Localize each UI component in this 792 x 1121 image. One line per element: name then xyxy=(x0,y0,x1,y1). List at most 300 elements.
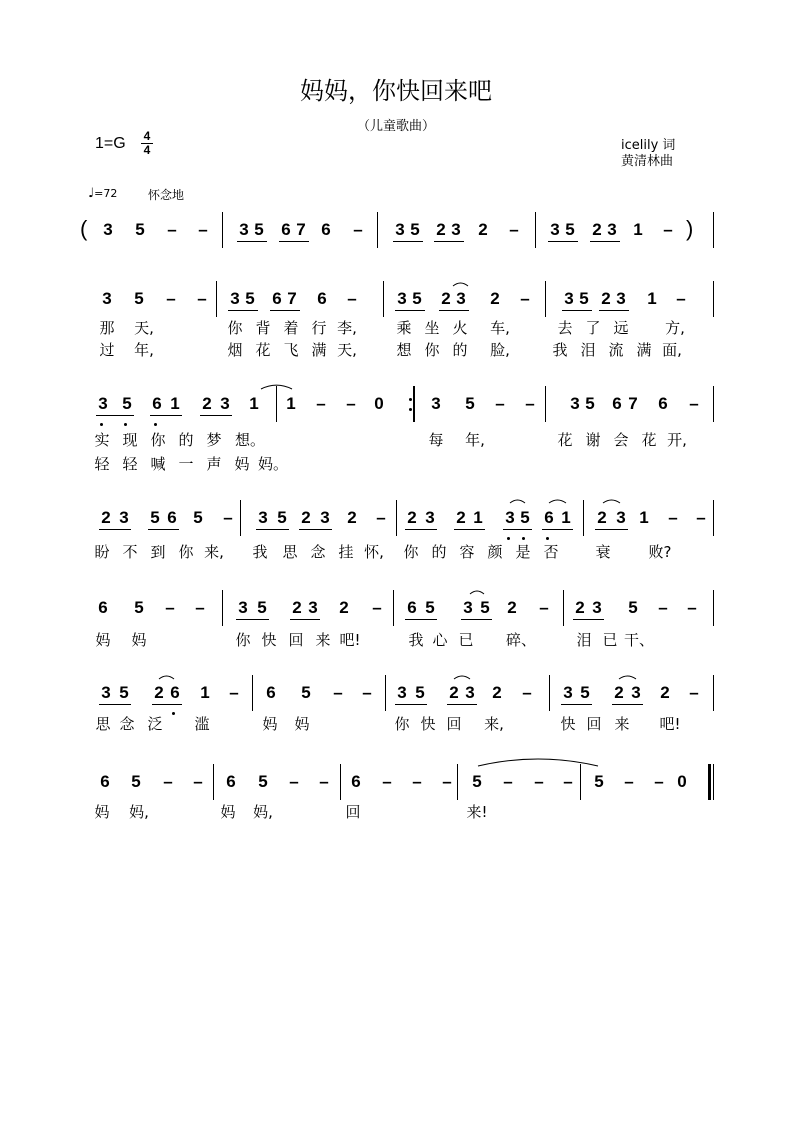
note: 3 xyxy=(550,220,560,239)
note: 2 xyxy=(490,289,500,308)
lyric-syllable: 坐 xyxy=(424,319,440,337)
lyric-syllable: 妈 xyxy=(262,715,278,733)
note: 7 xyxy=(628,394,638,413)
expression-marking: 怀念地 xyxy=(148,188,185,202)
dash-extender: – xyxy=(534,772,544,791)
lyric-syllable: 梦 xyxy=(206,431,222,449)
slur-arc xyxy=(510,500,525,503)
note: 5 xyxy=(465,394,475,413)
note: 3 xyxy=(616,508,626,527)
slur-arc xyxy=(549,500,566,503)
lyric-syllable: 到 xyxy=(150,543,166,561)
note: 6 xyxy=(100,772,110,791)
dash-extender: – xyxy=(362,683,372,702)
note: 5 xyxy=(257,598,267,617)
note: 3 xyxy=(570,394,580,413)
dash-extender: – xyxy=(166,289,176,308)
dash-extender: – xyxy=(316,394,326,413)
lyric-syllable: 每 xyxy=(428,431,444,449)
lower-octave-dot xyxy=(124,423,127,426)
time-signature-bottom: 4 xyxy=(143,143,151,157)
lyric-syllable: 花 xyxy=(641,431,657,449)
bracket-paren: ( xyxy=(80,216,88,241)
note: 6 xyxy=(351,772,361,791)
barline xyxy=(383,281,384,317)
lyric-syllable: 我 xyxy=(552,341,568,359)
note: 2 xyxy=(292,598,302,617)
tempo-marking xyxy=(88,186,117,201)
lyric-syllable: 脸, xyxy=(490,341,510,359)
note: 3 xyxy=(103,220,113,239)
dash-extender: – xyxy=(197,289,207,308)
lyric-syllable: 挂 xyxy=(338,543,354,561)
note: 5 xyxy=(245,289,255,308)
lyric-syllable: 火 xyxy=(452,319,468,337)
note: 2 xyxy=(456,508,466,527)
lyric-syllable: 思 xyxy=(282,543,298,561)
lyric-syllable: 念 xyxy=(119,715,135,733)
note: 2 xyxy=(347,508,357,527)
barline xyxy=(549,675,550,711)
lyric-syllable: 花 xyxy=(557,431,573,449)
lyric-syllable: 花 xyxy=(255,341,271,359)
dash-extender: – xyxy=(382,772,392,791)
repeat-dot xyxy=(409,408,412,411)
barline xyxy=(713,590,714,626)
note: 2 xyxy=(154,683,164,702)
eighth-underline xyxy=(270,310,300,311)
dash-extender: – xyxy=(509,220,519,239)
note: 3 xyxy=(451,220,461,239)
note: 2 xyxy=(202,394,212,413)
lyric-syllable: 是 xyxy=(515,543,531,561)
lyric-syllable: 远 xyxy=(613,319,629,337)
lyric-syllable: 天, xyxy=(337,341,357,359)
note: 1 xyxy=(647,289,657,308)
note: 3 xyxy=(308,598,318,617)
eighth-underline xyxy=(99,704,131,705)
dash-extender: – xyxy=(658,598,668,617)
lyric-syllable: 面, xyxy=(662,341,682,359)
note: 6 xyxy=(407,598,417,617)
song-title: 妈妈，你快回来吧 xyxy=(300,77,492,105)
eighth-underline xyxy=(405,619,437,620)
lower-octave-dot xyxy=(507,537,510,540)
dash-extender: – xyxy=(539,598,549,617)
note: 2 xyxy=(441,289,451,308)
eighth-underline xyxy=(595,529,628,530)
dash-extender: – xyxy=(442,772,452,791)
lyric-syllable: 吧! xyxy=(659,715,681,733)
note: 3 xyxy=(395,220,405,239)
note: 5 xyxy=(415,683,425,702)
lyric-syllable: 你 xyxy=(235,631,251,649)
lyric-syllable: 想 xyxy=(396,341,412,359)
note: 3 xyxy=(616,289,626,308)
note: 6 xyxy=(167,508,177,527)
note: 1 xyxy=(286,394,296,413)
barline xyxy=(393,590,394,626)
note: 6 xyxy=(266,683,276,702)
dash-extender: – xyxy=(198,220,208,239)
dash-extender: – xyxy=(165,598,175,617)
slur-arc xyxy=(159,676,174,679)
final-barline xyxy=(708,764,711,800)
eighth-underline xyxy=(454,529,485,530)
dash-extender: – xyxy=(195,598,205,617)
note: 6 xyxy=(658,394,668,413)
lyric-syllable: 过 xyxy=(99,341,115,359)
note: 3 xyxy=(220,394,230,413)
lyric-syllable: 快 xyxy=(560,715,576,733)
lyric-syllable: 妈 xyxy=(131,631,147,649)
dash-extender: – xyxy=(376,508,386,527)
lower-octave-dot xyxy=(522,537,525,540)
key-signature: 1=G xyxy=(95,135,126,152)
eighth-underline xyxy=(599,310,629,311)
lyric-syllable: 的 xyxy=(178,431,194,449)
eighth-underline xyxy=(393,241,423,242)
repeat-barline xyxy=(413,386,415,422)
lyric-syllable: 方, xyxy=(665,319,685,337)
barline xyxy=(580,764,581,800)
barline xyxy=(583,500,584,536)
note: 5 xyxy=(520,508,530,527)
lyric-syllable: 轻 xyxy=(94,455,110,473)
lyric-syllable: 回 xyxy=(288,631,304,649)
note: 5 xyxy=(150,508,160,527)
lyric-syllable: 否 xyxy=(543,543,559,561)
note: 5 xyxy=(258,772,268,791)
lyric-syllable: 你 xyxy=(424,341,440,359)
note: 3 xyxy=(425,508,435,527)
note: 5 xyxy=(277,508,287,527)
lyric-syllable: 泛 xyxy=(147,715,163,733)
lower-octave-dot xyxy=(100,423,103,426)
lyric-syllable: 李, xyxy=(337,319,357,337)
lower-octave-dot xyxy=(546,537,549,540)
eighth-underline xyxy=(237,241,267,242)
note: 6 xyxy=(98,598,108,617)
eighth-underline xyxy=(548,241,578,242)
slur-arc xyxy=(453,283,468,286)
lyric-syllable: 念 xyxy=(310,543,326,561)
lyric-syllable: 烟 xyxy=(227,341,243,359)
note: 5 xyxy=(565,220,575,239)
slur-arc xyxy=(603,500,620,503)
lyric-syllable: 轻 xyxy=(122,455,138,473)
dash-extender: – xyxy=(346,394,356,413)
lyric-syllable: 颜 xyxy=(487,543,503,561)
dash-extender: – xyxy=(353,220,363,239)
note: 5 xyxy=(134,598,144,617)
note: 2 xyxy=(436,220,446,239)
barline xyxy=(240,500,241,536)
lyric-syllable: 来! xyxy=(466,803,488,821)
note: 3 xyxy=(431,394,441,413)
lyric-syllable: 实 xyxy=(94,431,110,449)
barline xyxy=(713,675,714,711)
lyric-syllable: 回 xyxy=(345,803,361,821)
eighth-underline xyxy=(562,310,592,311)
note: 2 xyxy=(301,508,311,527)
lyric-syllable: 妈, xyxy=(253,803,273,821)
lyric-syllable: 你 xyxy=(150,431,166,449)
lyric-syllable: 快 xyxy=(420,715,436,733)
lyric-syllable: 思 xyxy=(95,715,111,733)
barline xyxy=(713,212,714,248)
lyric-syllable: 已 xyxy=(602,631,618,649)
lyric-syllable: 你 xyxy=(403,543,419,561)
note: 6 xyxy=(317,289,327,308)
dash-extender: – xyxy=(319,772,329,791)
dash-extender: – xyxy=(687,598,697,617)
lyric-syllable: 妈 xyxy=(95,631,111,649)
time-signature xyxy=(140,130,154,157)
eighth-underline xyxy=(573,619,604,620)
barline xyxy=(385,675,386,711)
dash-extender: – xyxy=(563,772,573,791)
dash-extender: – xyxy=(163,772,173,791)
dash-extender: – xyxy=(223,508,233,527)
lower-octave-dot xyxy=(172,712,175,715)
note: 5 xyxy=(579,289,589,308)
lyric-syllable: 妈 xyxy=(220,803,236,821)
barline xyxy=(545,386,546,422)
lyric-syllable: 不 xyxy=(122,543,138,561)
note: 2 xyxy=(407,508,417,527)
note: 3 xyxy=(98,394,108,413)
lyric-syllable: 已 xyxy=(458,631,474,649)
barline xyxy=(396,500,397,536)
note: 1 xyxy=(639,508,649,527)
note: 2 xyxy=(478,220,488,239)
note: 3 xyxy=(592,598,602,617)
eighth-underline xyxy=(542,529,573,530)
barline xyxy=(713,764,714,800)
barline xyxy=(457,764,458,800)
eighth-underline xyxy=(150,415,182,416)
lyric-syllable: 来 xyxy=(614,715,630,733)
note: 3 xyxy=(101,683,111,702)
eighth-underline xyxy=(99,529,131,530)
note: 1 xyxy=(473,508,483,527)
repeat-dot xyxy=(409,398,412,401)
eighth-underline xyxy=(236,619,269,620)
note: 1 xyxy=(633,220,643,239)
lyric-syllable: 妈 xyxy=(294,715,310,733)
rest-note: 0 xyxy=(677,772,687,791)
note: 2 xyxy=(339,598,349,617)
note: 5 xyxy=(628,598,638,617)
note: 5 xyxy=(410,220,420,239)
barline xyxy=(222,590,223,626)
lyricist-credit: icelily 词 xyxy=(621,138,676,153)
note: 3 xyxy=(230,289,240,308)
note: 1 xyxy=(561,508,571,527)
lyric-syllable: 怀, xyxy=(364,543,384,561)
note: 3 xyxy=(397,683,407,702)
note: 5 xyxy=(585,394,595,413)
dash-extender: – xyxy=(696,508,706,527)
lyric-syllable: 心 xyxy=(432,631,448,649)
lyric-syllable: 泪 xyxy=(580,341,596,359)
lyric-syllable: 流 xyxy=(608,341,624,359)
note: 5 xyxy=(425,598,435,617)
lyric-syllable: 败? xyxy=(648,543,672,561)
note: 1 xyxy=(170,394,180,413)
lyric-syllable: 妈, xyxy=(129,803,149,821)
lyric-syllable: 回 xyxy=(586,715,602,733)
dash-extender: – xyxy=(624,772,634,791)
lyric-syllable: 想。 xyxy=(235,431,266,449)
dash-extender: – xyxy=(676,289,686,308)
note: 3 xyxy=(397,289,407,308)
rest-note: 0 xyxy=(374,394,384,413)
note: 3 xyxy=(465,683,475,702)
lyric-syllable: 年, xyxy=(465,431,485,449)
tempo-value: =72 xyxy=(94,187,118,200)
lyric-syllable: 你 xyxy=(227,319,243,337)
slur-arc xyxy=(454,676,470,679)
barline xyxy=(713,500,714,536)
eighth-underline xyxy=(148,529,179,530)
dash-extender: – xyxy=(167,220,177,239)
dash-extender: – xyxy=(654,772,664,791)
note: 3 xyxy=(238,598,248,617)
eighth-underline xyxy=(439,310,469,311)
lyric-syllable: 滥 xyxy=(194,715,210,733)
note: 2 xyxy=(592,220,602,239)
note: 2 xyxy=(492,683,502,702)
lyric-syllable: 年, xyxy=(134,341,154,359)
barline xyxy=(563,590,564,626)
slur-arc xyxy=(619,676,636,679)
note: 5 xyxy=(594,772,604,791)
barline xyxy=(713,281,714,317)
lyric-syllable: 妈 xyxy=(234,455,250,473)
dash-extender: – xyxy=(689,394,699,413)
quarter-note-icon: ♩ xyxy=(88,186,95,201)
barline xyxy=(222,212,223,248)
note: 2 xyxy=(597,508,607,527)
lyric-syllable: 来 xyxy=(315,631,331,649)
lyric-syllable: 回 xyxy=(446,715,462,733)
eighth-underline xyxy=(405,529,437,530)
lyric-syllable: 来, xyxy=(204,543,224,561)
note: 2 xyxy=(601,289,611,308)
lyric-syllable: 现 xyxy=(122,431,138,449)
note: 5 xyxy=(135,220,145,239)
dash-extender: – xyxy=(522,683,532,702)
note: 6 xyxy=(281,220,291,239)
note: 3 xyxy=(505,508,515,527)
note: 2 xyxy=(101,508,111,527)
note: 5 xyxy=(580,683,590,702)
lyric-syllable: 妈 xyxy=(94,803,110,821)
eighth-underline xyxy=(461,619,492,620)
dash-extender: – xyxy=(525,394,535,413)
lyric-syllable: 干、 xyxy=(624,631,655,649)
note: 3 xyxy=(258,508,268,527)
credits xyxy=(621,138,675,170)
lyric-syllable: 了 xyxy=(585,319,601,337)
eighth-underline xyxy=(256,529,289,530)
eighth-underline xyxy=(395,310,425,311)
bracket-paren: ) xyxy=(686,216,694,241)
eighth-underline xyxy=(434,241,464,242)
barline xyxy=(340,764,341,800)
dash-extender: – xyxy=(495,394,505,413)
lyric-syllable: 天, xyxy=(134,319,154,337)
note: 5 xyxy=(412,289,422,308)
lyric-syllable: 开, xyxy=(667,431,687,449)
lyric-syllable: 吧! xyxy=(339,631,361,649)
time-signature-top: 4 xyxy=(143,129,151,143)
note: 1 xyxy=(249,394,259,413)
eighth-underline xyxy=(200,415,232,416)
note: 7 xyxy=(296,220,306,239)
lyric-syllable: 泪 xyxy=(576,631,592,649)
note: 2 xyxy=(614,683,624,702)
lyric-syllable: 乘 xyxy=(396,319,412,337)
lyric-syllable: 的 xyxy=(431,543,447,561)
lyric-syllable: 妈。 xyxy=(258,455,289,473)
lyric-syllable: 我 xyxy=(252,543,268,561)
lyric-syllable: 我 xyxy=(408,631,424,649)
dash-extender: – xyxy=(689,683,699,702)
composer-credit: 黄清林曲 xyxy=(621,154,674,169)
barline xyxy=(213,764,214,800)
dash-extender: – xyxy=(333,683,343,702)
note: 7 xyxy=(287,289,297,308)
dash-extender: – xyxy=(372,598,382,617)
lyric-syllable: 满 xyxy=(311,341,327,359)
slur-arc xyxy=(470,591,484,594)
barline xyxy=(377,212,378,248)
note: 2 xyxy=(575,598,585,617)
note: 6 xyxy=(152,394,162,413)
note: 6 xyxy=(321,220,331,239)
eighth-underline xyxy=(96,415,134,416)
note: 6 xyxy=(612,394,622,413)
lyric-syllable: 快 xyxy=(261,631,277,649)
dash-extender: – xyxy=(229,683,239,702)
note: 3 xyxy=(320,508,330,527)
lyric-syllable: 衰 xyxy=(595,543,611,561)
eighth-underline xyxy=(395,704,427,705)
lyric-syllable: 背 xyxy=(255,319,271,337)
eighth-underline xyxy=(299,529,332,530)
eighth-underline xyxy=(447,704,477,705)
song-subtitle: （儿童歌曲） xyxy=(356,119,435,134)
note: 3 xyxy=(463,598,473,617)
lyric-syllable: 会 xyxy=(613,431,629,449)
note: 3 xyxy=(119,508,129,527)
lyric-syllable: 盼 xyxy=(94,543,110,561)
barline xyxy=(535,212,536,248)
barline xyxy=(713,386,714,422)
lyric-syllable: 一 xyxy=(178,455,194,473)
note: 3 xyxy=(239,220,249,239)
note: 5 xyxy=(131,772,141,791)
note: 5 xyxy=(122,394,132,413)
lyric-syllable: 飞 xyxy=(283,341,299,359)
eighth-underline xyxy=(503,529,532,530)
lyric-syllable: 车, xyxy=(490,319,510,337)
note: 3 xyxy=(456,289,466,308)
note: 5 xyxy=(301,683,311,702)
